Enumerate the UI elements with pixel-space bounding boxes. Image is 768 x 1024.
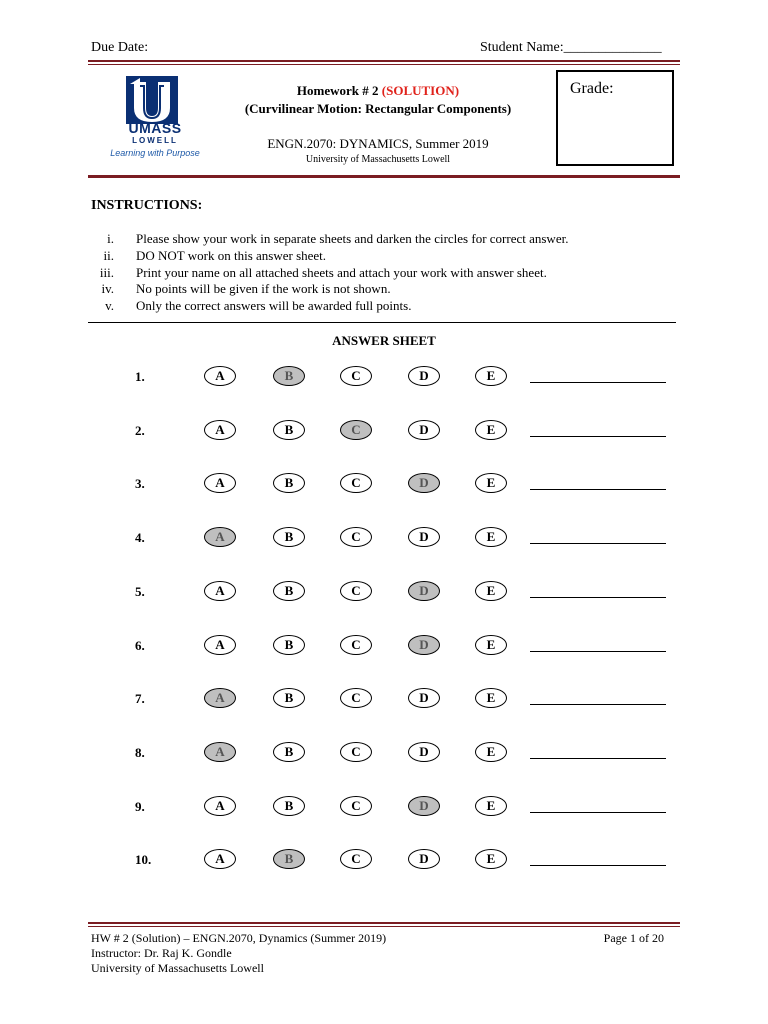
answer-bubble-c[interactable]: C — [340, 742, 372, 762]
question-number: 1. — [135, 369, 145, 384]
answer-bubble-d[interactable]: D — [408, 635, 440, 655]
answer-row-2 — [0, 419, 768, 443]
solution-tag: (SOLUTION) — [381, 83, 460, 98]
footer-line-2: Instructor: Dr. Raj K. Gondle — [91, 946, 232, 960]
answer-bubble-d[interactable]: D — [408, 796, 440, 816]
answer-bubble-a[interactable]: A — [204, 849, 236, 869]
answer-bubble-b[interactable]: B — [273, 473, 305, 493]
answer-bubble-e[interactable]: E — [475, 420, 507, 440]
homework-number: Homework # 2 — [296, 83, 382, 98]
answer-blank-line — [530, 489, 666, 490]
logo-brand: UMASS — [128, 120, 182, 136]
answer-bubble-a[interactable]: A — [204, 742, 236, 762]
instruction-item: i. Please show your work in separate sheets and darken the circles for correct answer. — [107, 231, 569, 246]
answer-bubble-a[interactable]: A — [204, 688, 236, 708]
answer-bubble-a[interactable]: A — [204, 635, 236, 655]
answer-row-4 — [0, 526, 768, 550]
answer-bubble-d[interactable]: D — [408, 366, 440, 386]
answer-bubble-e[interactable]: E — [475, 796, 507, 816]
answer-bubble-c[interactable]: C — [340, 473, 372, 493]
answer-bubble-a[interactable]: A — [204, 473, 236, 493]
answer-bubble-d[interactable]: D — [408, 688, 440, 708]
answer-bubble-d[interactable]: D — [408, 473, 440, 493]
answer-blank-line — [530, 597, 666, 598]
question-number: 3. — [135, 476, 145, 492]
question-number: 8. — [135, 744, 145, 760]
answer-blank-line — [530, 758, 666, 759]
instruction-item: iv. No points will be given if the work is not shown. — [101, 281, 391, 297]
instructions-divider — [88, 322, 676, 323]
footer-rule — [88, 922, 680, 924]
logo-sub: LOWELL — [132, 136, 178, 145]
answer-row-7 — [0, 687, 768, 711]
answer-bubble-c[interactable]: C — [340, 635, 372, 655]
answer-bubble-b[interactable]: B — [273, 366, 305, 386]
answer-bubble-d[interactable]: D — [408, 742, 440, 762]
answer-blank-line — [530, 865, 666, 866]
answer-sheet-title: ANSWER SHEET — [332, 333, 436, 348]
answer-blank-line — [530, 651, 666, 652]
instructions-title: INSTRUCTIONS: — [91, 198, 203, 213]
answer-bubble-d[interactable]: D — [408, 420, 440, 440]
answer-row-3 — [0, 472, 768, 496]
page-number: Page 1 of 20 — [603, 931, 664, 945]
answer-bubble-b[interactable]: B — [273, 635, 305, 655]
answer-bubble-d[interactable]: D — [408, 581, 440, 601]
answer-blank-line — [530, 812, 666, 813]
answer-bubble-b[interactable]: B — [273, 527, 305, 547]
footer-rule-thin — [88, 926, 680, 927]
course-title: ENGN.2070: DYNAMICS, Summer 2019 — [267, 136, 489, 151]
question-number: 10. — [135, 852, 152, 868]
answer-bubble-c[interactable]: C — [340, 849, 372, 869]
question-number: 7. — [135, 691, 145, 707]
answer-bubble-e[interactable]: E — [475, 473, 507, 493]
answer-bubble-d[interactable]: D — [408, 849, 440, 869]
answer-bubble-c[interactable]: C — [340, 688, 372, 708]
due-date-label: Due Date: — [91, 40, 149, 55]
grade-box — [556, 70, 674, 166]
logo-tagline: Learning with Purpose — [110, 148, 200, 158]
homework-title — [208, 83, 548, 99]
answer-bubble-c[interactable]: C — [340, 366, 372, 386]
answer-bubble-c[interactable]: C — [340, 581, 372, 601]
answer-blank-line — [530, 382, 666, 383]
question-number: 9. — [135, 798, 145, 814]
answer-bubble-b[interactable]: B — [273, 688, 305, 708]
answer-row-1 — [0, 365, 768, 389]
header-rule-bottom — [88, 175, 680, 178]
answer-bubble-e[interactable]: E — [475, 742, 507, 762]
answer-bubble-a[interactable]: A — [204, 420, 236, 440]
instruction-item: ii. DO NOT work on this answer sheet. — [103, 247, 327, 263]
umass-lowell-logo — [100, 74, 210, 164]
answer-blank-line — [530, 543, 666, 544]
answer-row-5 — [0, 580, 768, 604]
header-rule-top — [88, 60, 680, 62]
footer-info — [91, 931, 386, 976]
answer-row-9 — [0, 795, 768, 819]
answer-bubble-b[interactable]: B — [273, 581, 305, 601]
answer-bubble-d[interactable]: D — [408, 527, 440, 547]
question-number: 4. — [135, 530, 145, 546]
answer-row-10 — [0, 848, 768, 872]
answer-bubble-e[interactable]: E — [475, 581, 507, 601]
answer-bubble-a[interactable]: A — [204, 796, 236, 816]
question-number: 6. — [135, 637, 145, 653]
instruction-item: v. Only the correct answers will be awarded full points. — [105, 298, 412, 314]
answer-bubble-c[interactable]: C — [340, 527, 372, 547]
answer-blank-line — [530, 436, 666, 437]
answer-bubble-b[interactable]: B — [273, 742, 305, 762]
instructions-list — [88, 231, 568, 315]
answer-row-6 — [0, 634, 768, 658]
answer-bubble-c[interactable]: C — [340, 420, 372, 440]
answer-bubble-a[interactable]: A — [204, 527, 236, 547]
answer-bubble-b[interactable]: B — [273, 849, 305, 869]
answer-bubble-e[interactable]: E — [475, 366, 507, 386]
answer-bubble-a[interactable]: A — [204, 366, 236, 386]
answer-bubble-e[interactable]: E — [475, 688, 507, 708]
answer-bubble-e[interactable]: E — [475, 635, 507, 655]
answer-bubble-b[interactable]: B — [273, 796, 305, 816]
answer-bubble-b[interactable]: B — [273, 420, 305, 440]
grade-label: Grade: — [570, 80, 614, 97]
answer-bubble-c[interactable]: C — [340, 796, 372, 816]
instruction-item: iii. Print your name on all attached sheets and attach your work with answer sheet. — [99, 264, 547, 280]
answer-row-8 — [0, 741, 768, 765]
answer-bubble-e[interactable]: E — [475, 849, 507, 869]
footer-line-3: University of Massachusetts Lowell — [91, 961, 264, 975]
answer-bubble-e[interactable]: E — [475, 527, 507, 547]
answer-blank-line — [530, 704, 666, 705]
question-number: 2. — [135, 422, 145, 438]
answer-bubble-a[interactable]: A — [204, 581, 236, 601]
homework-topic: (Curvilinear Motion: Rectangular Components) — [244, 101, 512, 116]
university-name: University of Massachusetts Lowell — [305, 154, 451, 165]
student-name-label: Student Name:______________ — [480, 40, 662, 55]
header-rule-top-thin — [88, 64, 680, 65]
question-number: 5. — [135, 583, 145, 599]
footer-line-1: HW # 2 (Solution) – ENGN.2070, Dynamics (Summer 2019) — [91, 931, 387, 945]
